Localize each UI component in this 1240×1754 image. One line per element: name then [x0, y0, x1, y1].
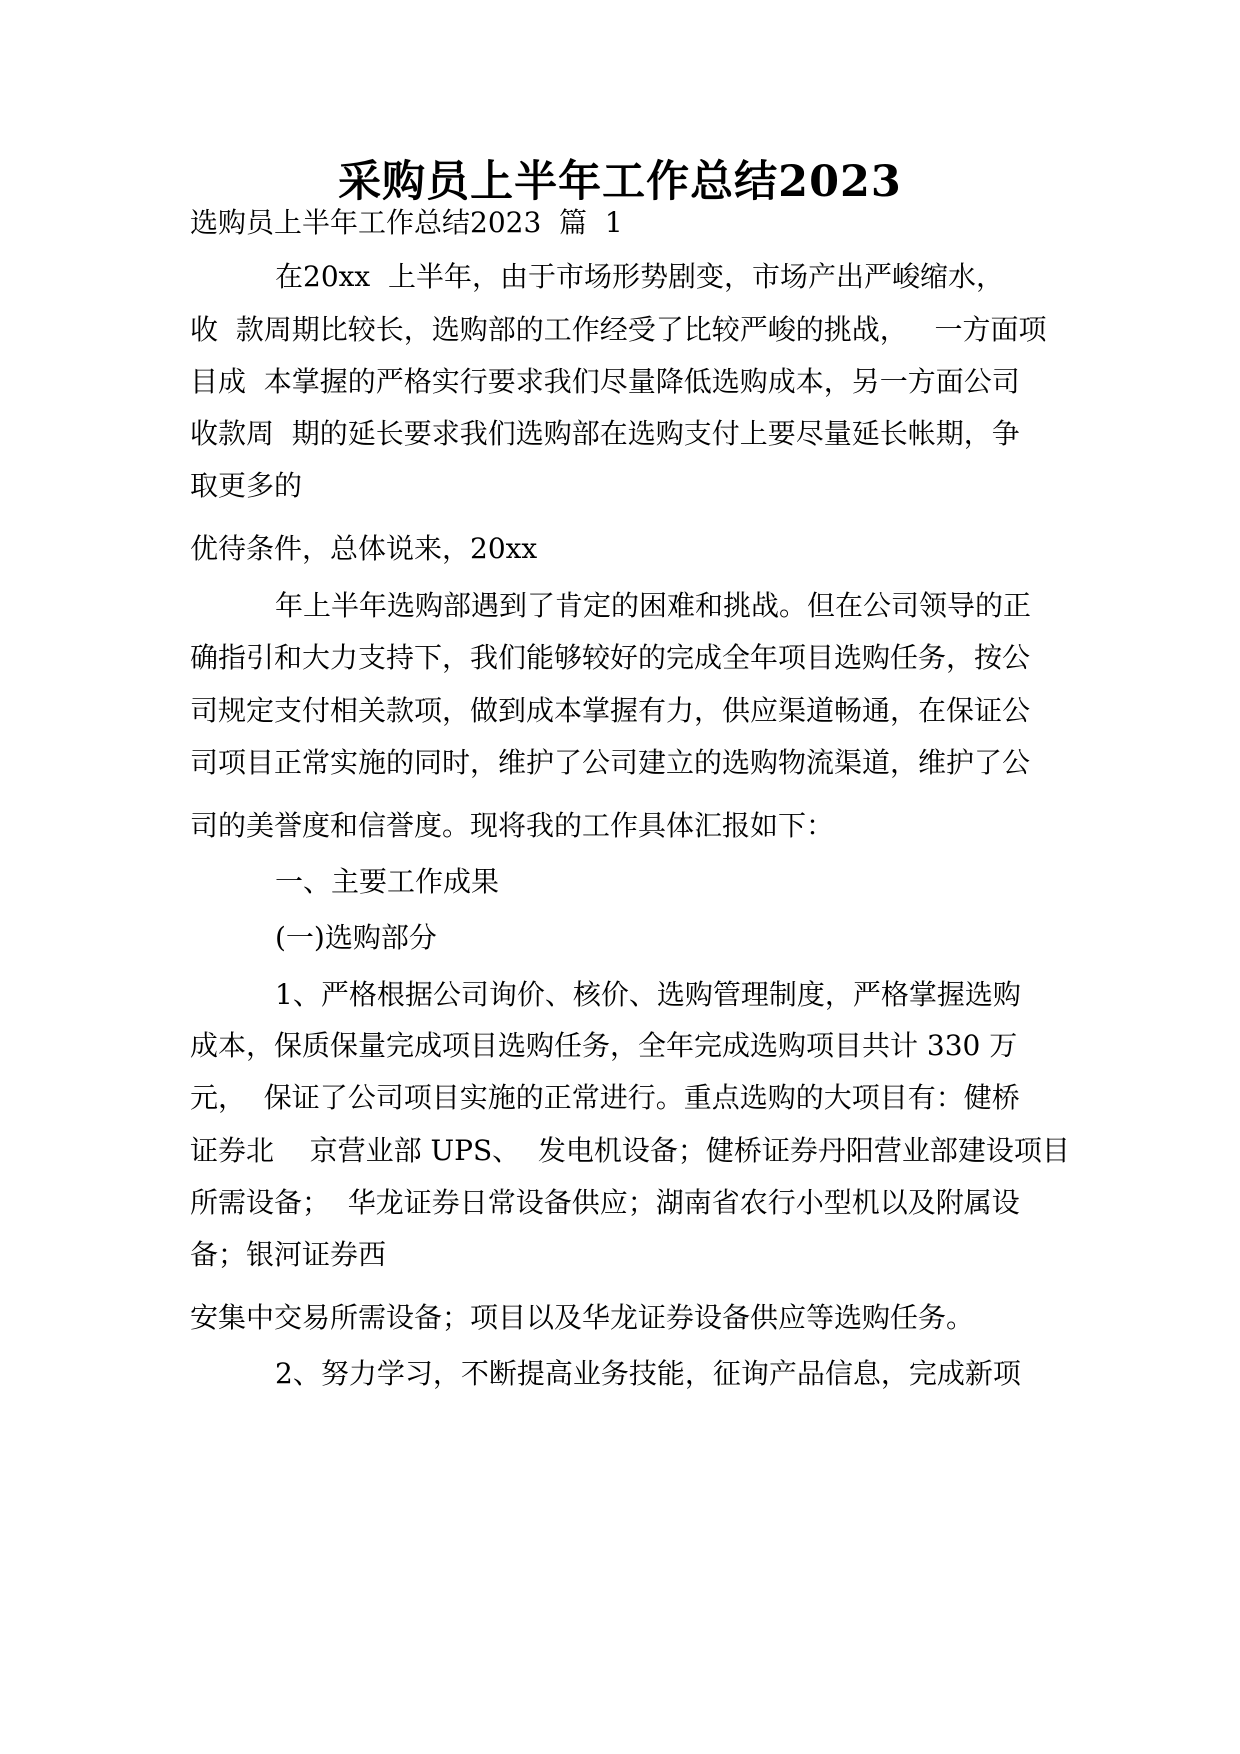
paragraph-6-line-1: 2、努力学习，不断提高业务技能，征询产品信息，完成新项: [275, 1357, 1021, 1390]
paragraph-4-line-1: 1、严格根据公司询价、核价、选购管理制度，严格掌握选购: [275, 978, 1021, 1011]
paragraph-3-line-4: 司项目正常实施的同时，维护了公司建立的选购物流渠道，维护了公: [190, 746, 1031, 779]
paragraph-4-line-3: 元， 保证了公司项目实施的正常进行。重点选购的大项目有：健桥: [190, 1081, 1020, 1114]
document-title: 采购员上半年工作总结2023: [338, 157, 902, 207]
paragraph-4-line-6: 备；银河证券西: [190, 1238, 387, 1271]
paragraph-1-line-1: 在20xx 上半年，由于市场形势剧变，市场产出严峻缩水，: [275, 260, 1005, 293]
document-subtitle: 选购员上半年工作总结2023 篇 1: [190, 206, 623, 239]
paragraph-3-line-3: 司规定支付相关款项，做到成本掌握有力，供应渠道畅通，在保证公: [190, 694, 1031, 727]
paragraph-4-line-4: 证券北 京营业部 UPS、 发电机设备；健桥证券丹阳营业部建设项目: [190, 1134, 1070, 1167]
paragraph-3-line-5: 司的美誉度和信誉度。现将我的工作具体汇报如下：: [190, 809, 835, 842]
paragraph-3-line-2: 确指引和大力支持下，我们能够较好的完成全年项目选购任务，按公: [190, 641, 1031, 674]
paragraph-4-line-5: 所需设备； 华龙证券日常设备供应；湖南省农行小型机以及附属设: [190, 1186, 1020, 1219]
paragraph-5: 安集中交易所需设备；项目以及华龙证券设备供应等选购任务。: [190, 1301, 975, 1334]
section-subheading-procurement: (一)选购部分: [275, 921, 437, 954]
section-heading-main-results: 一、主要工作成果: [275, 865, 500, 898]
paragraph-4-line-2: 成本，保质保量完成项目选购任务，全年完成选购项目共计 330 万: [190, 1029, 1018, 1062]
paragraph-1-line-4: 收款周 期的延长要求我们选购部在选购支付上要尽量延长帐期，争: [190, 417, 1020, 450]
paragraph-1-line-5: 取更多的: [190, 469, 303, 502]
paragraph-1-line-2: 收 款周期比较长，选购部的工作经受了比较严峻的挑战， 一方面项: [190, 313, 1047, 346]
paragraph-1-line-3: 目成 本掌握的严格实行要求我们尽量降低选购成本，另一方面公司: [190, 365, 1020, 398]
paragraph-3-line-1: 年上半年选购部遇到了肯定的困难和挑战。但在公司领导的正: [275, 589, 1032, 622]
paragraph-2: 优待条件，总体说来，20xx: [190, 532, 538, 565]
